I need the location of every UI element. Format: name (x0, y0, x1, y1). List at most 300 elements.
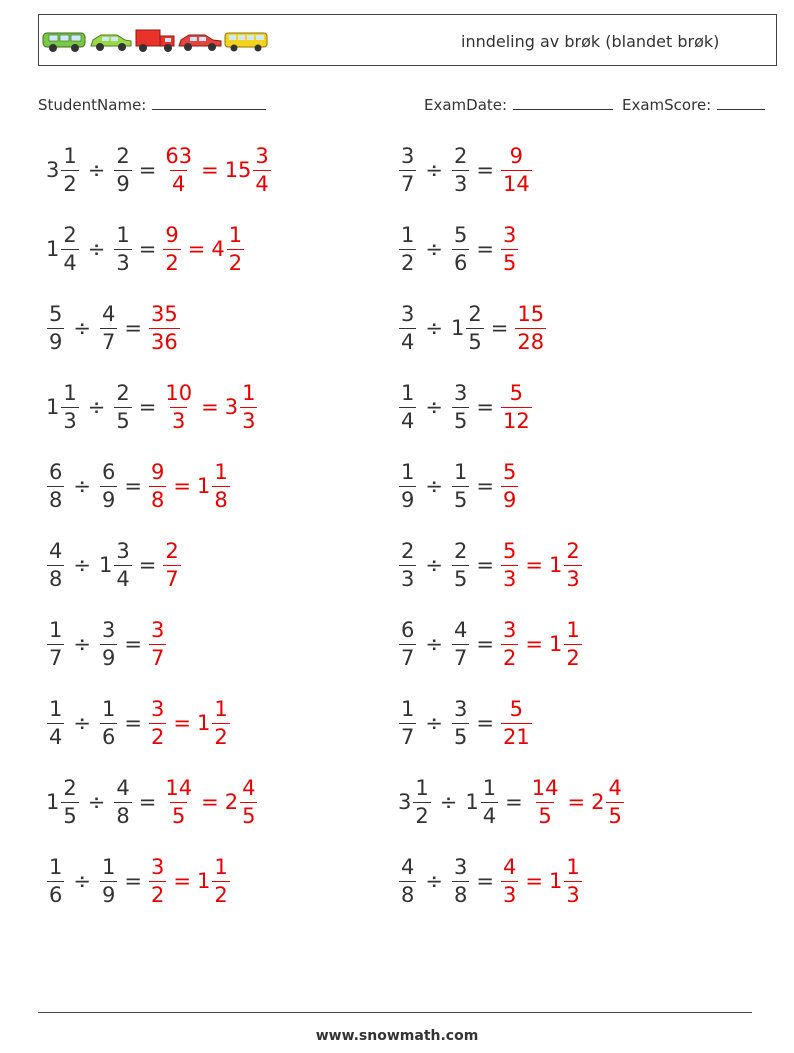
equals-sign: = (476, 553, 494, 577)
equals-sign: = (138, 237, 157, 261)
equals-sign: = (567, 790, 586, 814)
divide-sign: ÷ (87, 237, 106, 261)
denominator: 2 (165, 250, 179, 275)
numerator: 1 (214, 696, 228, 721)
denominator: 9 (49, 329, 63, 354)
footer-divider (38, 1012, 752, 1013)
whole-number: 4 (211, 237, 225, 261)
fraction (100, 459, 117, 512)
numerator: 3 (150, 617, 165, 642)
denominator: 4 (255, 171, 269, 196)
problem-row (398, 770, 625, 834)
numerator: 5 (509, 380, 524, 405)
denominator: 9 (401, 487, 415, 512)
denominator: 3 (116, 250, 130, 275)
problem-row (46, 217, 245, 281)
worksheet-title: inndeling av brøk (blandet brøk) (461, 32, 720, 51)
problem-row (398, 138, 533, 202)
exam-date-label: ExamDate: (424, 96, 508, 114)
fraction (501, 143, 532, 196)
fraction (452, 380, 469, 433)
numerator: 4 (453, 617, 468, 642)
denominator: 6 (49, 882, 63, 907)
fraction (253, 143, 270, 196)
fraction (227, 222, 244, 275)
fraction (501, 459, 518, 512)
denominator: 8 (49, 566, 63, 591)
equals-sign: = (187, 237, 206, 261)
numerator: 1 (63, 380, 77, 405)
divide-sign: ÷ (425, 237, 443, 261)
denominator: 4 (172, 171, 186, 196)
equals-sign: = (490, 316, 509, 340)
denominator: 2 (214, 724, 228, 749)
fraction (149, 459, 166, 512)
numerator: 3 (116, 538, 130, 563)
numerator: 9 (150, 459, 165, 484)
problem-row (46, 375, 258, 439)
fraction (47, 459, 64, 512)
problem-row (398, 849, 583, 913)
divide-sign: ÷ (425, 711, 443, 735)
denominator: 5 (63, 803, 77, 828)
numerator: 2 (165, 538, 179, 563)
denominator: 7 (453, 645, 468, 670)
fraction (606, 775, 623, 828)
denominator: 4 (401, 408, 415, 433)
denominator: 3 (502, 566, 517, 591)
numerator: 1 (566, 617, 580, 642)
numerator: 1 (228, 222, 243, 247)
numerator: 4 (116, 775, 130, 800)
denominator: 2 (415, 803, 429, 828)
equals-sign: = (476, 869, 494, 893)
equals-sign: = (138, 158, 157, 182)
equals-sign: = (201, 158, 219, 182)
red-truck-icon (136, 30, 174, 52)
problem-row (398, 533, 583, 597)
numerator: 6 (401, 617, 415, 642)
denominator: 8 (150, 487, 165, 512)
equals-sign: = (124, 316, 142, 340)
fraction (399, 538, 416, 591)
whole-number: 2 (224, 790, 239, 814)
fraction (399, 380, 416, 433)
numerator: 1 (401, 459, 415, 484)
equals-sign: = (525, 632, 543, 656)
numerator: 1 (214, 854, 228, 879)
fraction (61, 222, 78, 275)
divide-sign: ÷ (425, 553, 443, 577)
numerator: 63 (165, 143, 193, 168)
denominator: 2 (228, 250, 243, 275)
denominator: 9 (101, 645, 116, 670)
fraction (413, 775, 430, 828)
worksheet-header (38, 14, 777, 66)
denominator: 5 (468, 329, 482, 354)
denominator: 5 (453, 566, 468, 591)
problem-row (398, 454, 519, 518)
fraction (501, 617, 518, 670)
numerator: 35 (150, 301, 178, 326)
denominator: 9 (502, 487, 517, 512)
equals-sign: = (476, 474, 494, 498)
numerator: 5 (453, 222, 468, 247)
denominator: 6 (101, 724, 116, 749)
whole-number: 2 (591, 790, 605, 814)
numerator: 6 (49, 459, 63, 484)
denominator: 2 (502, 645, 517, 670)
denominator: 2 (63, 171, 77, 196)
denominator: 3 (172, 408, 186, 433)
numerator: 3 (453, 854, 468, 879)
equals-sign: = (124, 711, 142, 735)
problem-row (46, 691, 231, 755)
fraction (149, 617, 166, 670)
denominator: 4 (63, 250, 77, 275)
green-car-icon (91, 35, 131, 51)
denominator: 7 (165, 566, 179, 591)
denominator: 14 (502, 171, 530, 196)
exam-score-field[interactable] (622, 94, 765, 114)
numerator: 1 (566, 854, 580, 879)
numerator: 9 (165, 222, 179, 247)
denominator: 2 (150, 882, 165, 907)
denominator: 2 (566, 645, 580, 670)
denominator: 5 (608, 803, 622, 828)
exam-score-label: ExamScore: (622, 96, 712, 114)
denominator: 8 (116, 803, 130, 828)
fraction (399, 143, 416, 196)
equals-sign: = (505, 790, 523, 814)
whole-number: 1 (98, 553, 113, 577)
fraction (47, 696, 64, 749)
denominator: 7 (49, 645, 63, 670)
numerator: 1 (116, 222, 130, 247)
fraction (149, 854, 166, 907)
denominator: 3 (453, 171, 468, 196)
denominator: 28 (517, 329, 545, 354)
numerator: 4 (608, 775, 622, 800)
fraction (530, 775, 561, 828)
student-name-line[interactable] (152, 94, 266, 110)
fraction (212, 854, 229, 907)
denominator: 3 (502, 882, 517, 907)
numerator: 2 (63, 775, 77, 800)
fraction (240, 775, 257, 828)
numerator: 6 (101, 459, 116, 484)
denominator: 6 (453, 250, 468, 275)
fraction (399, 459, 416, 512)
whole-number: 1 (196, 869, 211, 893)
fraction (212, 459, 229, 512)
equals-sign: = (476, 158, 494, 182)
fraction (452, 459, 469, 512)
divide-sign: ÷ (425, 316, 443, 340)
divide-sign: ÷ (87, 395, 106, 419)
numerator: 1 (482, 775, 497, 800)
equals-sign: = (201, 790, 219, 814)
denominator: 3 (401, 566, 415, 591)
problem-row (46, 138, 272, 202)
denominator: 3 (566, 566, 580, 591)
numerator: 4 (502, 854, 517, 879)
equals-sign: = (525, 553, 543, 577)
numerator: 3 (502, 617, 517, 642)
denominator: 3 (63, 408, 77, 433)
whole-number: 1 (196, 474, 211, 498)
numerator: 3 (150, 696, 165, 721)
numerator: 1 (101, 696, 116, 721)
fraction (452, 143, 469, 196)
numerator: 1 (49, 617, 63, 642)
equals-sign: = (476, 237, 494, 261)
divide-sign: ÷ (73, 632, 91, 656)
equals-sign: = (525, 869, 543, 893)
fraction (564, 854, 581, 907)
whole-number: 1 (548, 869, 563, 893)
numerator: 5 (509, 696, 524, 721)
denominator: 36 (150, 329, 178, 354)
fraction (452, 617, 469, 670)
fraction (149, 301, 180, 354)
divide-sign: ÷ (425, 474, 443, 498)
divide-sign: ÷ (73, 553, 91, 577)
fraction (452, 696, 469, 749)
denominator: 3 (242, 408, 256, 433)
fraction (501, 696, 532, 749)
fraction (564, 538, 581, 591)
footer-url[interactable]: www.snowmath.com (315, 1028, 479, 1044)
denominator: 4 (482, 803, 497, 828)
fraction (399, 854, 416, 907)
fraction (501, 222, 518, 275)
equals-sign: = (138, 790, 157, 814)
denominator: 4 (116, 566, 130, 591)
whole-number: 1 (46, 237, 60, 261)
problem-row (46, 849, 231, 913)
denominator: 21 (502, 724, 530, 749)
fraction (212, 696, 229, 749)
numerator: 1 (401, 696, 415, 721)
numerator: 3 (401, 143, 415, 168)
numerator: 1 (49, 696, 63, 721)
problem-row (398, 375, 533, 439)
divide-sign: ÷ (87, 790, 106, 814)
fraction (61, 775, 78, 828)
yellow-bus-icon (225, 33, 267, 52)
fraction (114, 775, 131, 828)
numerator: 14 (165, 775, 193, 800)
equals-sign: = (173, 869, 191, 893)
fraction (452, 538, 469, 591)
numerator: 2 (401, 538, 415, 563)
numerator: 1 (401, 222, 415, 247)
denominator: 9 (116, 171, 130, 196)
whole-number: 1 (548, 632, 563, 656)
fraction (399, 617, 416, 670)
fraction (149, 696, 166, 749)
numerator: 2 (453, 143, 468, 168)
numerator: 2 (116, 143, 130, 168)
fraction (114, 222, 131, 275)
numerator: 1 (242, 380, 256, 405)
equals-sign: = (124, 474, 142, 498)
denominator: 5 (538, 803, 552, 828)
divide-sign: ÷ (425, 395, 443, 419)
fraction (100, 696, 117, 749)
denominator: 5 (453, 487, 468, 512)
vehicle-strip (41, 27, 271, 55)
divide-sign: ÷ (73, 711, 91, 735)
divide-sign: ÷ (87, 158, 106, 182)
divide-sign: ÷ (425, 158, 443, 182)
fraction (399, 222, 416, 275)
whole-number: 1 (46, 790, 60, 814)
red-car-icon (179, 35, 221, 51)
fraction (47, 854, 64, 907)
exam-score-line[interactable] (717, 94, 765, 110)
denominator: 8 (49, 487, 63, 512)
numerator: 1 (101, 854, 116, 879)
denominator: 8 (453, 882, 468, 907)
divide-sign: ÷ (439, 790, 458, 814)
numerator: 1 (63, 143, 77, 168)
whole-number: 3 (224, 395, 239, 419)
equals-sign: = (173, 711, 191, 735)
numerator: 2 (453, 538, 468, 563)
numerator: 4 (101, 301, 116, 326)
numerator: 3 (101, 617, 116, 642)
denominator: 5 (502, 250, 517, 275)
divide-sign: ÷ (425, 632, 443, 656)
numerator: 1 (401, 380, 415, 405)
equals-sign: = (201, 395, 219, 419)
denominator: 8 (401, 882, 415, 907)
denominator: 2 (401, 250, 415, 275)
whole-number: 3 (398, 790, 412, 814)
numerator: 14 (531, 775, 559, 800)
whole-number: 1 (196, 711, 211, 735)
fraction (100, 617, 117, 670)
divide-sign: ÷ (73, 869, 91, 893)
divide-sign: ÷ (425, 869, 443, 893)
fraction (515, 301, 546, 354)
denominator: 7 (401, 645, 415, 670)
denominator: 7 (401, 724, 415, 749)
equals-sign: = (476, 632, 494, 656)
denominator: 2 (214, 882, 228, 907)
equals-sign: = (476, 711, 494, 735)
problem-row (46, 296, 181, 360)
fraction (163, 775, 194, 828)
green-van-icon (43, 33, 85, 52)
denominator: 4 (401, 329, 415, 354)
fraction (100, 854, 117, 907)
fraction (163, 538, 180, 591)
numerator: 3 (453, 380, 468, 405)
numerator: 1 (214, 459, 228, 484)
fraction (399, 696, 416, 749)
numerator: 3 (401, 301, 415, 326)
numerator: 1 (49, 854, 63, 879)
fraction (61, 380, 78, 433)
numerator: 9 (509, 143, 524, 168)
exam-date-field[interactable] (424, 94, 613, 114)
denominator: 2 (150, 724, 165, 749)
student-name-field[interactable] (38, 94, 266, 114)
equals-sign: = (138, 553, 157, 577)
fraction (163, 222, 180, 275)
fraction (100, 301, 117, 354)
numerator: 4 (401, 854, 415, 879)
problem-row (46, 612, 167, 676)
numerator: 3 (502, 222, 517, 247)
fraction (564, 617, 581, 670)
problem-row (398, 691, 533, 755)
denominator: 7 (101, 329, 116, 354)
fraction (114, 143, 131, 196)
whole-number: 1 (450, 316, 465, 340)
numerator: 3 (453, 696, 468, 721)
numerator: 2 (116, 380, 130, 405)
whole-number: 15 (224, 158, 252, 182)
problem-row (398, 217, 519, 281)
equals-sign: = (124, 632, 142, 656)
denominator: 5 (453, 724, 468, 749)
denominator: 12 (502, 408, 530, 433)
numerator: 3 (255, 143, 269, 168)
problem-row (46, 533, 182, 597)
numerator: 10 (165, 380, 193, 405)
divide-sign: ÷ (73, 474, 91, 498)
fraction (163, 380, 194, 433)
fraction (47, 538, 64, 591)
denominator: 9 (101, 487, 116, 512)
fraction (466, 301, 483, 354)
denominator: 4 (49, 724, 63, 749)
whole-number: 1 (46, 395, 60, 419)
divide-sign: ÷ (73, 316, 91, 340)
numerator: 1 (415, 775, 429, 800)
fraction (501, 380, 532, 433)
numerator: 4 (242, 775, 256, 800)
numerator: 15 (517, 301, 545, 326)
denominator: 5 (242, 803, 256, 828)
numerator: 4 (49, 538, 63, 563)
fraction (163, 143, 194, 196)
fraction (481, 775, 498, 828)
denominator: 7 (401, 171, 415, 196)
problem-row (398, 612, 583, 676)
problem-row (46, 770, 258, 834)
fraction (452, 854, 469, 907)
denominator: 8 (214, 487, 228, 512)
student-name-label: StudentName: (38, 96, 147, 114)
fraction (47, 617, 64, 670)
fraction (452, 222, 469, 275)
numerator: 5 (49, 301, 63, 326)
denominator: 5 (116, 408, 130, 433)
denominator: 5 (172, 803, 186, 828)
whole-number: 3 (46, 158, 60, 182)
equals-sign: = (138, 395, 157, 419)
whole-number: 1 (465, 790, 479, 814)
numerator: 3 (150, 854, 165, 879)
fraction (114, 538, 131, 591)
exam-date-line[interactable] (513, 94, 613, 110)
numerator: 2 (566, 538, 580, 563)
